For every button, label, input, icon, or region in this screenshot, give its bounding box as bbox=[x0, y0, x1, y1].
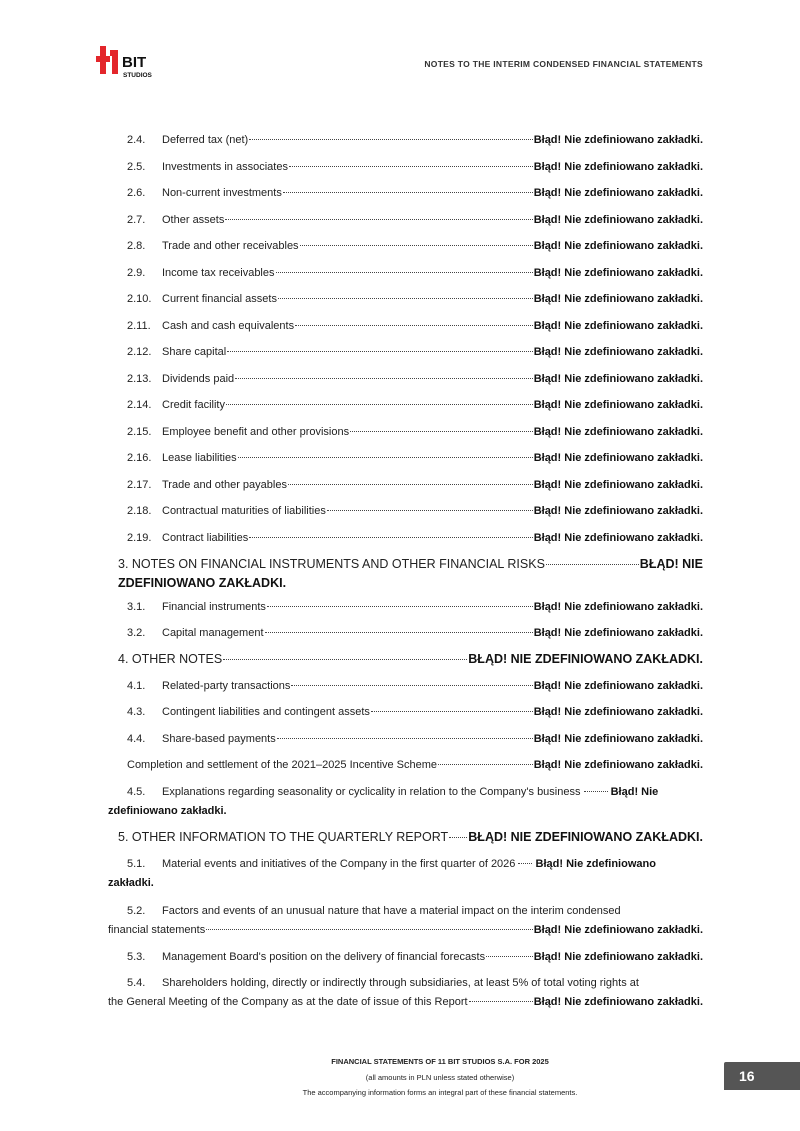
toc-entry[interactable] bbox=[108, 372, 703, 386]
toc-entry-number: 2.13. bbox=[127, 372, 152, 385]
toc-entry-label: the General Meeting of the Company as at the date of issue of this Report bbox=[108, 996, 468, 1008]
bookmark-error: Błąd! Nie zdefiniowano bbox=[535, 858, 656, 870]
bookmark-error: Błąd! Nie zdefiniowano zakładki. bbox=[533, 478, 703, 491]
toc-entry[interactable] bbox=[108, 186, 703, 200]
toc-entry-label: Share-based payments bbox=[162, 733, 276, 745]
dot-leader bbox=[486, 956, 533, 957]
bookmark-error: BŁĄD! NIE ZDEFINIOWANO ZAKŁADKI. bbox=[468, 652, 703, 666]
toc-entry[interactable] bbox=[108, 600, 703, 614]
toc-entry[interactable] bbox=[108, 705, 703, 719]
toc-entry[interactable] bbox=[108, 626, 703, 640]
toc-entry-label: Explanations regarding seasonality or cyclicality in relation to the Company's business bbox=[162, 786, 581, 798]
toc-entry-label: Contingent liabilities and contingent assets bbox=[162, 706, 370, 718]
toc-entry[interactable] bbox=[108, 345, 703, 359]
toc-entry[interactable] bbox=[108, 758, 703, 772]
bookmark-error: Błąd! Nie zdefiniowano zakładki. bbox=[533, 293, 703, 305]
dot-leader bbox=[546, 564, 639, 565]
bookmark-error: Błąd! Nie zdefiniowano zakładki. bbox=[533, 531, 703, 544]
toc-entry-5-1[interactable] bbox=[108, 855, 703, 893]
toc-entry-label: Non-current investments bbox=[162, 187, 282, 199]
toc-entry[interactable] bbox=[108, 504, 703, 518]
toc-entry-number: 2.6. bbox=[127, 187, 146, 199]
bookmark-error: Błąd! Nie zdefiniowano zakładki. bbox=[533, 319, 703, 332]
toc-entry-label: Deferred tax (net) bbox=[162, 134, 249, 146]
bookmark-error: Błąd! Nie zdefiniowano zakładki. bbox=[533, 601, 703, 613]
toc-entry-number: 2.14. bbox=[127, 399, 152, 411]
bookmark-error: Błąd! Nie zdefiniowano zakładki. bbox=[533, 452, 703, 464]
toc-entry[interactable] bbox=[108, 732, 703, 746]
svg-text:STUDIOS: STUDIOS bbox=[123, 72, 152, 79]
dot-leader bbox=[469, 1001, 533, 1002]
dot-leader bbox=[277, 738, 533, 739]
toc-entry-label: Capital management bbox=[162, 627, 264, 639]
toc-entry-label: Other assets bbox=[162, 213, 225, 226]
toc-entry-label: Contractual maturities of liabilities bbox=[162, 505, 326, 517]
bookmark-error: Błąd! Nie zdefiniowano zakładki. bbox=[533, 627, 703, 639]
toc-entry[interactable] bbox=[108, 652, 703, 666]
toc-entry-number: 2.7. bbox=[127, 213, 146, 226]
dot-leader bbox=[225, 219, 532, 220]
toc-entry-label: Employee benefit and other provisions bbox=[162, 425, 350, 438]
toc-entry-label: Trade and other payables bbox=[162, 478, 287, 491]
dot-leader bbox=[238, 457, 533, 458]
toc-entry[interactable] bbox=[108, 679, 703, 693]
toc-entry-number: 2.19. bbox=[127, 531, 152, 544]
footer-title: FINANCIAL STATEMENTS OF 11 BIT STUDIOS S.A. FOR 2025 bbox=[331, 1057, 549, 1066]
toc-entry-5-4[interactable] bbox=[108, 974, 703, 1012]
toc-entry-5-2[interactable] bbox=[108, 902, 703, 940]
bookmark-error: Błąd! Nie zdefiniowano zakładki. bbox=[533, 266, 703, 279]
toc-section-3[interactable] bbox=[108, 555, 703, 593]
dot-leader bbox=[226, 404, 533, 405]
toc-entry[interactable] bbox=[108, 266, 703, 280]
dot-leader bbox=[227, 351, 532, 352]
toc-entry-4-5[interactable] bbox=[108, 783, 703, 821]
toc-entry[interactable] bbox=[108, 451, 703, 465]
toc-entry-label: Dividends paid bbox=[162, 372, 235, 385]
toc-entry-number: 2.8. bbox=[127, 240, 146, 252]
bookmark-error: Błąd! Nie zdefiniowano zakładki. bbox=[533, 505, 703, 517]
toc-entry-number: 2.9. bbox=[127, 266, 146, 279]
dot-leader bbox=[327, 510, 533, 511]
toc-entry-number: 5.2. bbox=[127, 905, 146, 917]
footer-note: (all amounts in PLN unless stated otherwise) bbox=[365, 1073, 515, 1082]
dot-leader bbox=[283, 192, 533, 193]
bookmark-error: Błąd! Nie zdefiniowano zakładki. bbox=[533, 706, 703, 718]
toc-entry[interactable] bbox=[108, 160, 703, 174]
dot-leader bbox=[449, 837, 467, 838]
bookmark-error: BŁĄD! NIE ZDEFINIOWANO ZAKŁADKI. bbox=[468, 830, 703, 844]
bookmark-error: Błąd! Nie zdefiniowano zakładki. bbox=[533, 951, 703, 963]
toc-entry[interactable] bbox=[108, 133, 703, 147]
toc-entry-label: Cash and cash equivalents bbox=[162, 319, 295, 332]
dot-leader bbox=[278, 298, 533, 299]
toc-entry-label: Income tax receivables bbox=[162, 266, 275, 279]
bookmark-error: Błąd! Nie zdefiniowano zakładki. bbox=[533, 759, 703, 771]
toc-entry-label: Credit facility bbox=[162, 399, 225, 411]
dot-leader bbox=[300, 245, 533, 246]
toc-entry-number: 4.4. bbox=[127, 733, 146, 745]
toc-entry-label: Share capital bbox=[162, 346, 227, 358]
dot-leader bbox=[206, 929, 532, 930]
toc-entry-label: 4. OTHER NOTES bbox=[118, 652, 223, 666]
toc-entry-number: 2.4. bbox=[127, 134, 146, 146]
dot-leader bbox=[276, 272, 533, 273]
bookmark-error: BŁĄD! NIE bbox=[639, 557, 703, 571]
bookmark-error: Błąd! Nie zdefiniowano zakładki. bbox=[533, 213, 703, 226]
toc-entry-number: 4.3. bbox=[127, 706, 146, 718]
toc-entry-number: 2.12. bbox=[127, 346, 152, 358]
bookmark-error: Błąd! Nie bbox=[610, 786, 659, 798]
toc-entry-number: 2.5. bbox=[127, 160, 146, 173]
toc-entry[interactable] bbox=[108, 292, 703, 306]
toc-entry[interactable] bbox=[108, 239, 703, 253]
toc-entry[interactable] bbox=[108, 830, 703, 844]
dot-leader bbox=[249, 139, 532, 140]
bookmark-error: Błąd! Nie zdefiniowano zakładki. bbox=[533, 240, 703, 252]
svg-text:BIT: BIT bbox=[122, 54, 147, 71]
toc-entry-number: 2.17. bbox=[127, 478, 152, 491]
bookmark-error: Błąd! Nie zdefiniowano zakładki. bbox=[533, 160, 703, 173]
toc-entry-label: Factors and events of an unusual nature that have a material impact on the interim condensed bbox=[162, 905, 621, 917]
toc-entry-number: 3.2. bbox=[127, 627, 146, 639]
dot-leader bbox=[267, 606, 533, 607]
dot-leader bbox=[289, 166, 533, 167]
dot-leader bbox=[350, 431, 533, 432]
bookmark-error: Błąd! Nie zdefiniowano zakładki. bbox=[533, 425, 703, 438]
dot-leader bbox=[223, 659, 467, 660]
company-logo bbox=[96, 46, 158, 80]
dot-leader bbox=[371, 711, 533, 712]
bookmark-error: Błąd! Nie zdefiniowano zakładki. bbox=[533, 680, 703, 692]
dot-leader bbox=[235, 378, 533, 379]
dot-leader bbox=[291, 685, 532, 686]
toc-entry[interactable] bbox=[108, 425, 703, 439]
toc-entry-number: 2.11. bbox=[127, 319, 151, 332]
bookmark-error: ZDEFINIOWANO ZAKŁADKI. bbox=[118, 576, 287, 590]
toc-entry-label: Shareholders holding, directly or indirectly through subsidiaries, at least 5% of total voting rights at bbox=[162, 977, 639, 989]
toc-entry-number: 5.3. bbox=[127, 951, 146, 963]
bookmark-error: Błąd! Nie zdefiniowano zakładki. bbox=[533, 924, 703, 936]
dot-leader bbox=[438, 764, 533, 765]
toc-entry-label: Trade and other receivables bbox=[162, 240, 299, 252]
toc-entry-label: Completion and settlement of the 2021–2025 Incentive Scheme bbox=[127, 759, 438, 771]
toc-entry-number: 4.1. bbox=[127, 680, 146, 692]
toc-entry-label: Current financial assets bbox=[162, 293, 277, 305]
toc-entry-number: 2.15. bbox=[127, 425, 152, 438]
toc-entry[interactable] bbox=[108, 213, 703, 227]
bookmark-error: zdefiniowano zakładki. bbox=[108, 805, 227, 817]
header-title: NOTES TO THE INTERIM CONDENSED FINANCIAL STATEMENTS bbox=[424, 59, 703, 69]
bookmark-error: Błąd! Nie zdefiniowano zakładki. bbox=[533, 134, 703, 146]
bookmark-error: Błąd! Nie zdefiniowano zakładki. bbox=[533, 399, 703, 411]
dot-leader bbox=[295, 325, 533, 326]
toc-entry-label: Financial instruments bbox=[162, 601, 266, 613]
footer-disclaimer: The accompanying information forms an integral part of these financial statements. bbox=[302, 1088, 578, 1097]
toc-entry-number: 2.16. bbox=[127, 452, 152, 464]
toc-entry-number: 2.10. bbox=[127, 293, 152, 305]
toc-entry-label: Management Board's position on the delivery of financial forecasts bbox=[162, 951, 486, 963]
bookmark-error: Błąd! Nie zdefiniowano zakładki. bbox=[533, 996, 703, 1008]
toc-section-label: 3. NOTES ON FINANCIAL INSTRUMENTS AND OTHER FINANCIAL RISKS bbox=[118, 557, 545, 571]
toc-entry[interactable] bbox=[108, 531, 703, 545]
page-number: 16 bbox=[724, 1062, 800, 1090]
bookmark-error: Błąd! Nie zdefiniowano zakładki. bbox=[533, 346, 703, 358]
toc-entry[interactable] bbox=[108, 478, 703, 492]
toc-entry-number: 4.5. bbox=[127, 786, 146, 798]
toc-entry-label: Contract liabilities bbox=[162, 531, 249, 544]
toc-entry-label: 5. OTHER INFORMATION TO THE QUARTERLY REPORT bbox=[118, 830, 449, 844]
toc-entry-label: Lease liabilities bbox=[162, 452, 237, 464]
toc-entry-label: Related-party transactions bbox=[162, 680, 291, 692]
toc-entry-number: 5.4. bbox=[127, 977, 146, 989]
toc-entry-number: 5.1. bbox=[127, 858, 146, 870]
bookmark-error: Błąd! Nie zdefiniowano zakładki. bbox=[533, 187, 703, 199]
toc-entry-number: 2.18. bbox=[127, 505, 152, 517]
dot-leader bbox=[249, 537, 532, 538]
toc-entry-label: Investments in associates bbox=[162, 160, 288, 173]
dot-leader bbox=[265, 632, 533, 633]
toc-entry-number: 3.1. bbox=[127, 601, 146, 613]
dot-leader bbox=[518, 863, 532, 864]
bookmark-error: zakładki. bbox=[108, 877, 154, 889]
toc-entry-label: financial statements bbox=[108, 924, 206, 936]
dot-leader bbox=[584, 791, 608, 792]
toc-entry[interactable] bbox=[108, 950, 703, 964]
toc-entry-label: Material events and initiatives of the Company in the first quarter of 2026 bbox=[162, 858, 516, 870]
toc-entry[interactable] bbox=[108, 319, 703, 333]
bookmark-error: Błąd! Nie zdefiniowano zakładki. bbox=[533, 372, 703, 385]
bookmark-error: Błąd! Nie zdefiniowano zakładki. bbox=[533, 733, 703, 745]
toc-entry[interactable] bbox=[108, 398, 703, 412]
dot-leader bbox=[288, 484, 533, 485]
